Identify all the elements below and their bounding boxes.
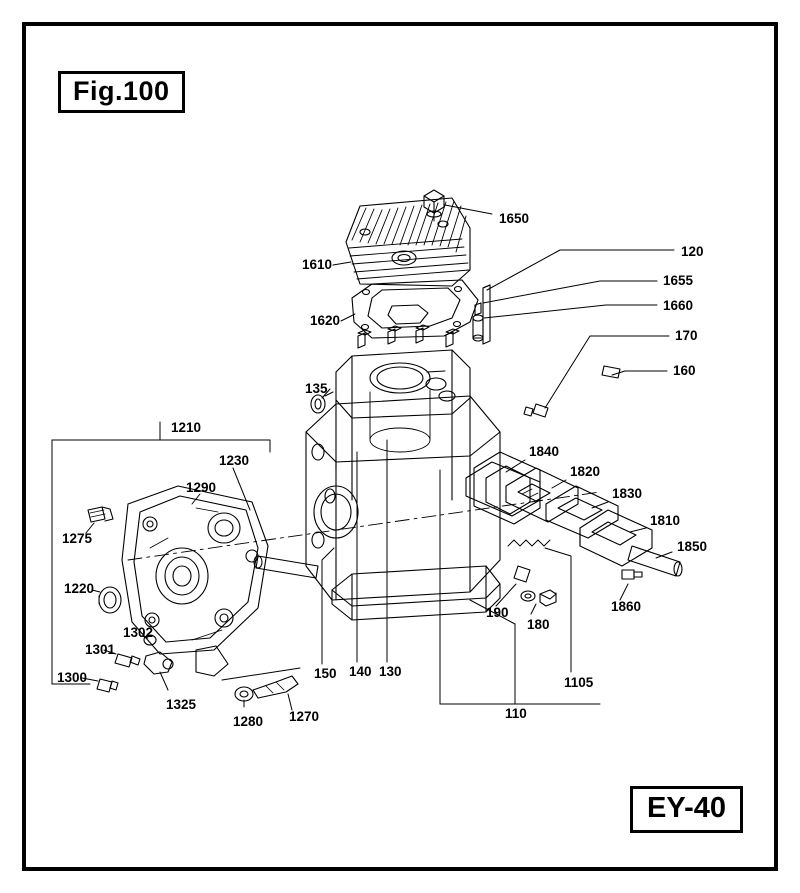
callout-1810: 1810 — [650, 513, 681, 528]
callout-1840: 1840 — [529, 444, 560, 459]
callout-1230: 1230 — [219, 453, 250, 468]
callout-180: 180 — [527, 617, 550, 632]
callout-1660: 1660 — [663, 298, 694, 313]
callout-1300: 1300 — [57, 670, 88, 685]
callout-160: 160 — [673, 363, 696, 378]
callout-1301: 1301 — [85, 642, 116, 657]
callout-1302: 1302 — [123, 625, 154, 640]
callout-130: 130 — [379, 664, 402, 679]
callout-1860: 1860 — [611, 599, 642, 614]
callout-1650: 1650 — [499, 211, 530, 226]
callout-1830: 1830 — [612, 486, 643, 501]
callout-1105: 1105 — [564, 675, 594, 690]
callout-170: 170 — [675, 328, 698, 343]
callout-1850: 1850 — [677, 539, 708, 554]
callout-1620: 1620 — [310, 313, 341, 328]
callout-140: 140 — [349, 664, 372, 679]
callout-1210: 1210 — [171, 420, 202, 435]
figure-title: Fig.100 — [58, 71, 185, 113]
model-badge: EY-40 — [630, 786, 743, 833]
callout-1275: 1275 — [62, 531, 93, 546]
callout-1820: 1820 — [570, 464, 601, 479]
callout-1220: 1220 — [64, 581, 95, 596]
callout-120: 120 — [681, 244, 704, 259]
callout-1655: 1655 — [663, 273, 694, 288]
callout-110: 110 — [505, 706, 527, 721]
callout-1610: 1610 — [302, 257, 333, 272]
callout-1290: 1290 — [186, 480, 217, 495]
callout-1280: 1280 — [233, 714, 264, 729]
callout-1270: 1270 — [289, 709, 320, 724]
callout-150: 150 — [314, 666, 337, 681]
callout-190: 190 — [486, 605, 509, 620]
callout-135: 135 — [305, 381, 328, 396]
callout-1325: 1325 — [166, 697, 197, 712]
